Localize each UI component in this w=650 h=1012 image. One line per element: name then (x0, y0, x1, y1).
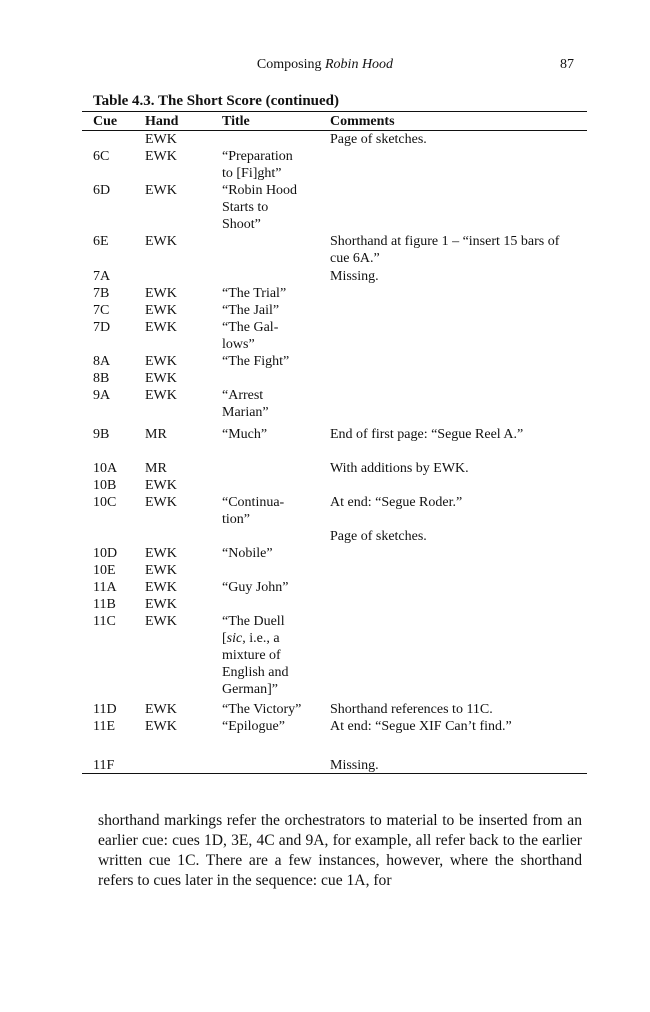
table-caption: Table 4.3. The Short Score (continued) (93, 93, 339, 109)
cell-comments: Missing. (330, 758, 379, 773)
page-number: 87 (560, 57, 574, 72)
cell-cue: 11B (93, 597, 116, 612)
cell-hand: EWK (145, 614, 177, 629)
cell-title: Shoot” (222, 217, 261, 232)
cell-cue: 8B (93, 371, 110, 386)
cell-title: lows” (222, 337, 255, 352)
cell-cue: 9B (93, 427, 110, 442)
cell-hand: EWK (145, 286, 177, 301)
cell-title: “Much” (222, 427, 268, 442)
cell-cue: 11F (93, 758, 115, 773)
body-paragraph: shorthand markings refer the orchestrators to material to be inserted from an earlier cue: cues 1D, 3E, 4C and 9A, for example, all refer back to the earlier written cue 1C. There are a few instances, however, where the shorthand refers to cues later in the sequence: cue 1A, for (98, 811, 582, 889)
cell-title: [sic, i.e., a (222, 631, 280, 646)
cell-comments: Missing. (330, 269, 379, 284)
cell-comments: Page of sketches. (330, 132, 427, 147)
cell-comments: At end: “Segue Roder.” (330, 495, 463, 510)
cell-hand: EWK (145, 478, 177, 493)
cell-comments: With additions by EWK. (330, 461, 469, 476)
cell-cue: 11A (93, 580, 117, 595)
cell-title: “Robin Hood (222, 183, 298, 198)
cell-title: “Preparation (222, 149, 293, 164)
cell-title: “Continua- (222, 495, 285, 510)
cell-hand: EWK (145, 354, 177, 369)
cell-hand: EWK (145, 563, 177, 578)
cell-hand: EWK (145, 495, 177, 510)
column-header-title: Title (222, 114, 250, 129)
cell-title: English and (222, 665, 289, 680)
cell-title: tion” (222, 512, 250, 527)
cell-cue: 10B (93, 478, 117, 493)
cell-cue: 10D (93, 546, 118, 561)
cell-comments: At end: “Segue XIF Can’t find.” (330, 719, 512, 734)
running-title-italic: Robin Hood (325, 57, 394, 72)
cell-title: “The Fight” (222, 354, 290, 369)
cell-comments: Shorthand references to 11C. (330, 702, 493, 717)
cell-cue: 6E (93, 234, 109, 249)
cell-hand: EWK (145, 371, 177, 386)
cell-cue: 10E (93, 563, 116, 578)
cell-cue: 11D (93, 702, 117, 717)
cell-hand: EWK (145, 597, 177, 612)
cell-hand: MR (145, 461, 167, 476)
cell-title: “The Duell (222, 614, 285, 629)
cell-hand: EWK (145, 149, 177, 164)
cell-cue: 7C (93, 303, 110, 318)
cell-cue: 7A (93, 269, 111, 284)
cell-hand: EWK (145, 719, 177, 734)
cell-comments: cue 6A.” (330, 251, 380, 266)
column-header-comments: Comments (330, 114, 395, 129)
cell-cue: 6D (93, 183, 111, 198)
cell-hand: EWK (145, 580, 177, 595)
cell-cue: 11C (93, 614, 116, 629)
cell-hand: EWK (145, 132, 177, 147)
cell-title: mixture of (222, 648, 281, 663)
cell-cue: 7D (93, 320, 111, 335)
cell-title: “The Victory” (222, 702, 302, 717)
cell-title: “Arrest (222, 388, 264, 403)
cell-cue: 8A (93, 354, 111, 369)
cell-cue: 10C (93, 495, 117, 510)
cell-title: “The Gal- (222, 320, 279, 335)
cell-comments: End of first page: “Segue Reel A.” (330, 427, 524, 442)
cell-comments: Page of sketches. (330, 529, 427, 544)
cell-title: “Guy John” (222, 580, 289, 595)
cell-hand: MR (145, 427, 167, 442)
cell-cue: 9A (93, 388, 111, 403)
column-header-hand: Hand (145, 114, 179, 129)
cell-cue: 11E (93, 719, 116, 734)
cell-hand: EWK (145, 303, 177, 318)
cell-hand: EWK (145, 702, 177, 717)
cell-title: Starts to (222, 200, 269, 215)
cell-title: German]” (222, 682, 278, 697)
cell-comments: Shorthand at figure 1 – “insert 15 bars of (330, 234, 560, 249)
cell-cue: 7B (93, 286, 110, 301)
cell-hand: EWK (145, 234, 177, 249)
running-title: Composing Robin Hood (256, 57, 394, 72)
cell-cue: 6C (93, 149, 110, 164)
cell-title: to [Fi]ght” (222, 166, 282, 181)
cell-hand: EWK (145, 388, 177, 403)
cell-title: “The Trial” (222, 286, 287, 301)
cell-cue: 10A (93, 461, 118, 476)
cell-title: “Nobile” (222, 546, 273, 561)
cell-title: “Epilogue” (222, 719, 285, 734)
cell-title: Marian” (222, 405, 269, 420)
cell-hand: EWK (145, 546, 177, 561)
cell-hand: EWK (145, 320, 177, 335)
cell-title: “The Jail” (222, 303, 280, 318)
table-bottom-rule (82, 773, 587, 774)
column-header-cue: Cue (93, 114, 118, 129)
cell-hand: EWK (145, 183, 177, 198)
